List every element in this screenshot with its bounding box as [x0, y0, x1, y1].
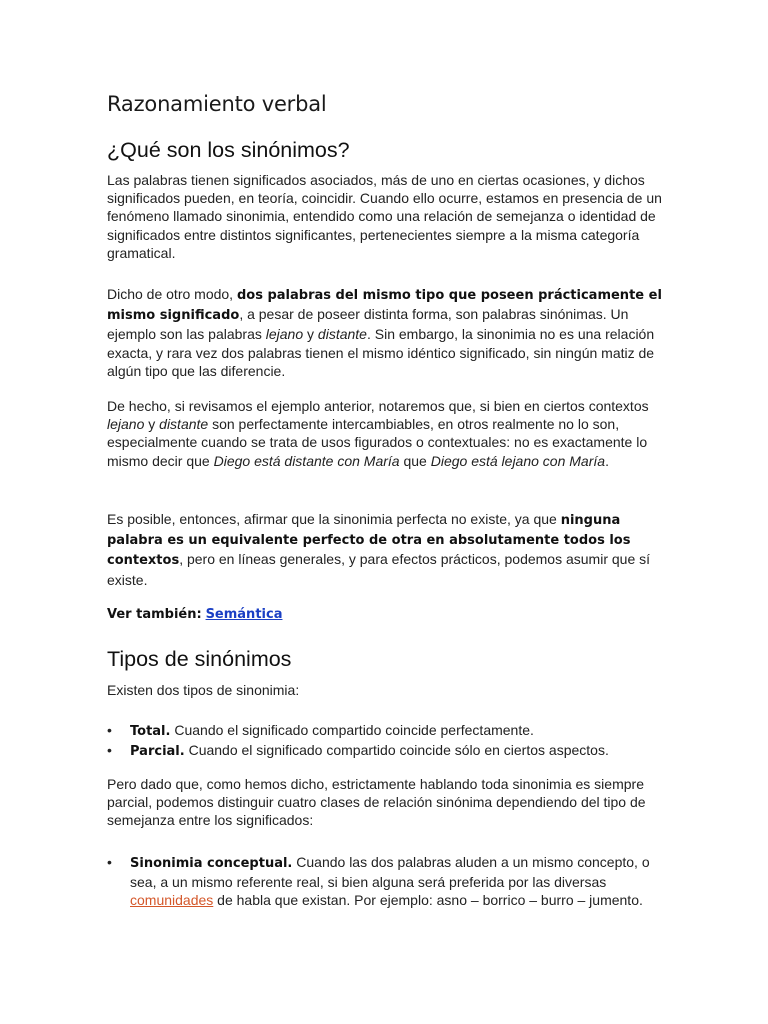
see-also [107, 604, 667, 624]
p3-text: que [399, 452, 431, 469]
bullet-icon: • [107, 722, 112, 738]
p3-text: . [605, 452, 609, 469]
p4-bold: ninguna palabra es un equivalente perfecto de otra en absolutamente todos los contextos [107, 513, 631, 569]
p3-italic: distante [159, 416, 209, 433]
p2-text: , a pesar de poseer distinta forma, son palabras sinónimas. Un ejemplo son las palabras [107, 306, 629, 343]
p3-italic: Diego está lejano con María [430, 452, 606, 469]
paragraph-1: Las palabras tienen significados asociados, más de uno en ciertas ocasiones, y dichos significados pueden, en teoría, coincidir. Cuando ello ocurre, estamos en presencia de un fenómeno llamado sinonimia, entendido como una relación de semejanza o identidad de significados entre distintos significantes, pertenecientes siempre a la misma categoría gramatical. [107, 172, 662, 261]
p3-text: y [144, 416, 160, 433]
paragraph-3 [107, 397, 667, 470]
item-term: Total. [130, 724, 171, 739]
paragraph-5: Existen dos tipos de sinonimia: [107, 682, 300, 698]
p2-text: y [303, 326, 318, 343]
document-title: Razonamiento verbal [107, 92, 327, 116]
list-item-parcial [107, 741, 667, 761]
item-desc: Cuando el significado compartido coincide sólo en ciertos aspectos. [184, 742, 609, 759]
item-desc: Cuando el significado compartido coincide perfectamente. [170, 722, 534, 738]
p3-text: son perfectamente intercambiables, en otros realmente no lo son, especialmente cuando se trata de usos figurados o contextuales: no es exactamente lo mismo decir que [107, 416, 648, 469]
paragraph-4 [107, 510, 667, 589]
heading-que-son-sinonimos: ¿Qué son los sinónimos? [107, 138, 350, 162]
paragraph-2 [107, 285, 667, 380]
p2-text: Dicho de otro modo, [107, 286, 237, 302]
classes-list [107, 853, 667, 910]
p3-italic: Diego está distante con María [213, 452, 400, 469]
list-item-sinonimia-conceptual [107, 853, 667, 910]
bullet-icon: • [107, 854, 112, 870]
semantica-link[interactable]: Semántica [205, 607, 283, 622]
see-also-label: Ver también: [107, 607, 202, 622]
p3-italic: lejano [107, 416, 145, 433]
heading-tipos-sinonimos: Tipos de sinónimos [107, 647, 292, 671]
p2-italic: distante [317, 326, 367, 343]
item-term: Parcial. [130, 744, 185, 760]
item-text: Cuando las dos palabras aluden a un mismo concepto, o sea, a un mismo referente real, si bien alguna será preferida por las diversas [130, 854, 650, 891]
p2-italic: lejano [265, 326, 304, 343]
p2-text: . Sin embargo, la sinonimia no es una relación exacta, y rara vez dos palabras tienen el mismo idéntico significado, sin ningún matiz de algún tipo que las diferencie. [107, 326, 655, 379]
p3-text: De hecho, si revisamos el ejemplo anterior, notaremos que, si bien en ciertos contextos [107, 398, 649, 414]
types-list [107, 721, 667, 761]
list-item-total [107, 721, 667, 741]
p4-text: Es posible, entonces, afirmar que la sinonimia perfecta no existe, ya que [107, 511, 561, 527]
paragraph-6: Pero dado que, como hemos dicho, estrictamente hablando toda sinonimia es siempre parcial, podemos distinguir cuatro clases de relación sinónima dependiendo del tipo de semejanza entre los significados: [107, 776, 646, 829]
bullet-icon: • [107, 742, 112, 759]
item-term: Sinonimia conceptual. [130, 856, 293, 871]
p2-bold: dos palabras del mismo tipo que poseen prácticamente el mismo significado [107, 288, 662, 324]
p4-text: , pero en líneas generales, y para efectos prácticos, podemos asumir que sí existe. [107, 551, 651, 588]
item-text: de habla que existan. Por ejemplo: asno – borrico – burro – jumento. [213, 892, 643, 909]
comunidades-link[interactable]: comunidades [130, 892, 214, 909]
